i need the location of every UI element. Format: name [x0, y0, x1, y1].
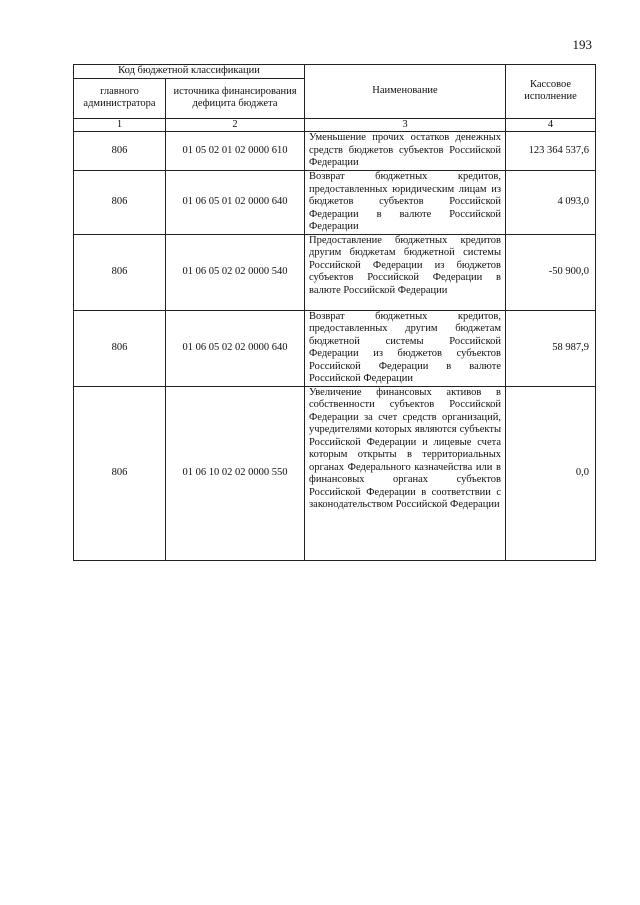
table-row: [74, 234, 596, 310]
amount-cell: -50 900,0: [506, 234, 596, 310]
amount-cell: 0,0: [506, 386, 596, 560]
header-name: Наименование: [305, 65, 506, 119]
name-cell: Возврат бюджетных кредитов, предоставленных юридическим лицам из бюджетов субъектов Российской Федерации в валюте Российской Федерации: [305, 171, 506, 235]
column-number: 4: [506, 118, 596, 132]
header-chief-administrator: главного администратора: [74, 78, 166, 118]
amount-cell: 123 364 537,6: [506, 132, 596, 171]
source-code-cell: 01 05 02 01 02 0000 610: [166, 132, 305, 171]
page-number: 193: [572, 37, 592, 52]
admin-code-cell: 806: [74, 234, 166, 310]
column-number: 3: [305, 118, 506, 132]
name-cell: Возврат бюджетных кредитов, предоставленных другим бюджетам бюджетной системы Российской Федерации из бюджетов субъектов Российской Федерации в валюте Российской Федерации: [305, 310, 506, 386]
name-cell: Увеличение финансовых активов в собственности субъектов Российской Федерации за счет средств организаций, учредителями которых являются субъекты Российской Федерации и лицевые счета которым открыты в территориальных органах Федерального казначейства или в финансовых органах субъектов Российской Федерации в соответствии с законодательством Российской Федерации: [305, 386, 506, 560]
column-number: 1: [74, 118, 166, 132]
amount-cell: 4 093,0: [506, 171, 596, 235]
amount-cell: 58 987,9: [506, 310, 596, 386]
source-code-cell: 01 06 05 02 02 0000 540: [166, 234, 305, 310]
source-code-cell: 01 06 05 02 02 0000 640: [166, 310, 305, 386]
admin-code-cell: 806: [74, 132, 166, 171]
table-row: [74, 310, 596, 386]
admin-code-cell: 806: [74, 171, 166, 235]
source-code-cell: 01 06 05 01 02 0000 640: [166, 171, 305, 235]
admin-code-cell: 806: [74, 310, 166, 386]
table-row: [74, 386, 596, 560]
source-code-cell: 01 06 10 02 02 0000 550: [166, 386, 305, 560]
header-budget-classification-code: Код бюджетной классификации: [74, 65, 305, 79]
name-cell: Предоставление бюджетных кредитов другим бюджетам бюджетной системы Российской Федерации из бюджетов субъектов Российской Федерации в валюте Российской Федерации: [305, 234, 506, 310]
table-row: [74, 171, 596, 235]
budget-classification-table: [73, 64, 596, 561]
header-cash-execution: Кассовое исполнение: [506, 65, 596, 119]
header-financing-source: источника финансирования дефицита бюджета: [166, 78, 305, 118]
admin-code-cell: 806: [74, 386, 166, 560]
table-row: [74, 132, 596, 171]
name-cell: Уменьшение прочих остатков денежных средств бюджетов субъектов Российской Федерации: [305, 132, 506, 171]
column-number: 2: [166, 118, 305, 132]
